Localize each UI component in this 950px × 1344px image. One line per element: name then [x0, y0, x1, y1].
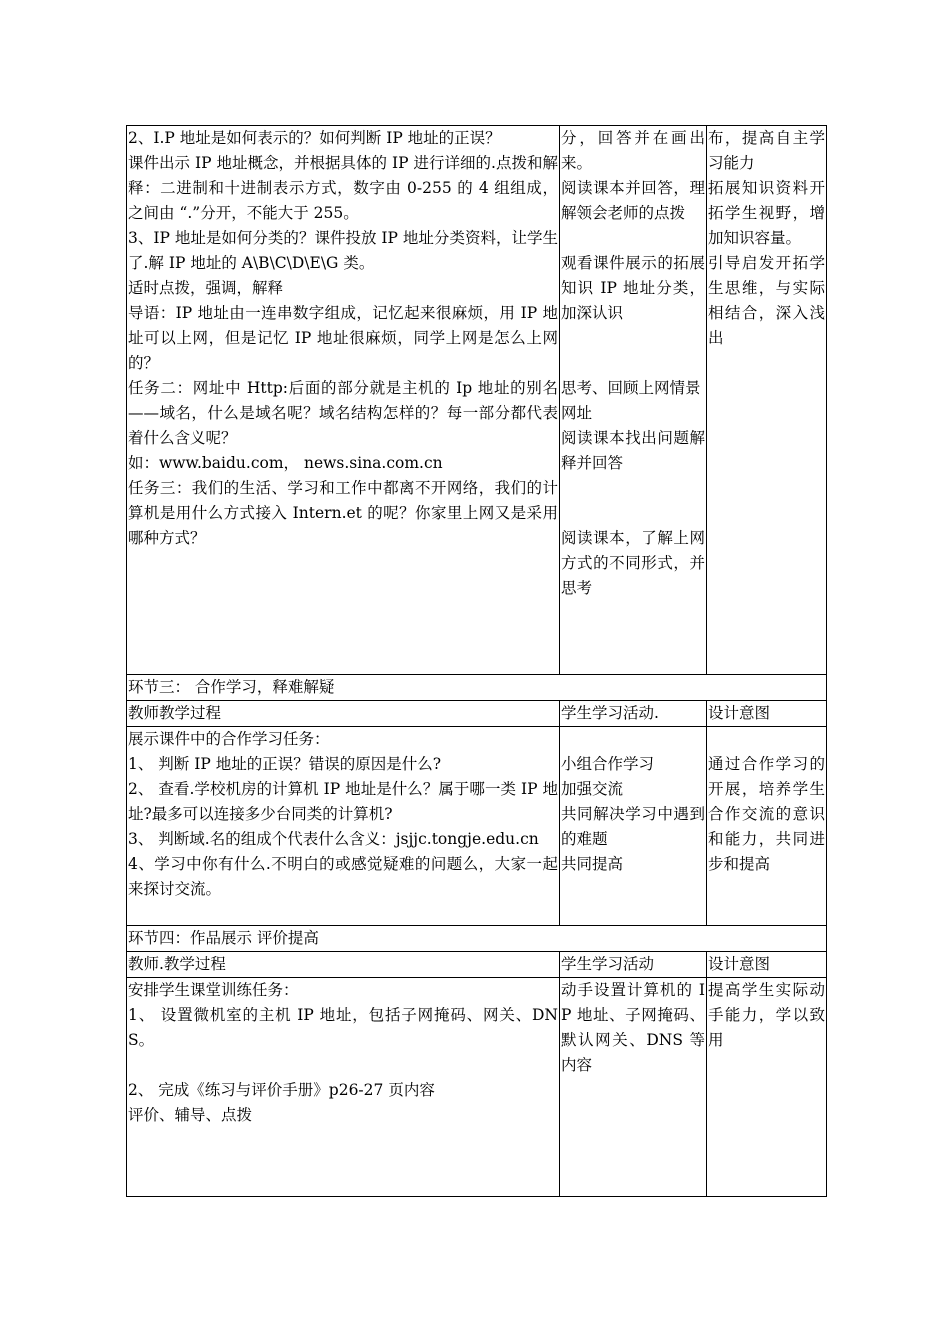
design-line: 引导启发开拓学生思维，与实际相结合，深入浅出 [708, 254, 825, 347]
section3-header-row [127, 701, 827, 727]
design-text: 提高学生实际动手能力，学以致用 [708, 981, 825, 1049]
teacher-line: 2、 完成《练习与评价手册》p26-27 页内容 [128, 1081, 435, 1099]
student-line: 网址 [561, 404, 593, 422]
column-header-design: 设计意图 [707, 952, 827, 978]
student-line: 阅读课本找出问题解释并回答 [561, 429, 705, 472]
teacher-line: 导语：IP 地址由一连串数字组成，记忆起来很麻烦，用 IP 地址可以上网，但是记忆 IP 地址很麻烦，同学上网是怎么上网的？ [128, 304, 558, 372]
design-intent-cell [707, 978, 827, 1197]
teacher-line: 任务二：网址中 Http:后面的部分就是主机的 Ip 地址的别名——域名，什么是域名呢？域名结构怎样的？每一部分都代表着什么含义呢？ [128, 379, 558, 447]
teacher-line: 安排学生课堂训练任务： [128, 981, 299, 999]
student-line: 共同提高 [561, 855, 624, 873]
design-text: 通过合作学习的开展，培养学生合作交流的意识和能力，共同进步和提高 [708, 755, 825, 873]
student-text: 动手设置计算机的 IP 地址、子网掩码、默认网关、DNS 等内容 [561, 981, 705, 1074]
teacher-line: 2、 查看.学校机房的计算机 IP 地址是什么？属于哪一类 IP 地址?最多可以连接多少台同类的计算机? [128, 780, 558, 823]
column-header-design: 设计意图 [707, 701, 827, 727]
lesson-plan-table [126, 125, 827, 1197]
student-line: 阅读课本并回答，理解领会老师的点拨 [561, 179, 705, 222]
column-header-student: 学生学习活动. [560, 701, 707, 727]
student-line: 分，回答并在画出来。 [561, 129, 705, 172]
design-line: 拓展知识资料开拓学生视野，增加知识容量。 [708, 179, 825, 247]
section3-title-row [127, 675, 827, 701]
student-line: 观看课件展示的拓展知识 IP 地址分类，加深认识 [561, 254, 705, 322]
design-intent-cell [707, 727, 827, 926]
section3-content-row [127, 727, 827, 926]
teacher-line: 课件出示 IP 地址概念，并根据具体的 IP 进行详细的.点拨和解释：二进制和十进制表示方式，数字由 0-255 的 4 组组成，之间由 “.”分开，不能大于 255。 [128, 154, 558, 222]
student-line: 共同解决学习中遇到的难题 [561, 805, 705, 848]
section4-title-row [127, 926, 827, 952]
section4-content-row [127, 978, 827, 1197]
teacher-line: 如：www.baidu.com， news.sina.com.cn [128, 454, 443, 472]
section4-header-row [127, 952, 827, 978]
teacher-line: 3、IP 地址是如何分类的？课件投放 IP 地址分类资料，让学生了.解 IP 地址的 A\B\C\D\E\G 类。 [128, 229, 558, 272]
teacher-line: 适时点拨，强调，解释 [128, 279, 284, 297]
student-activity-cell [560, 727, 707, 926]
teacher-line: 4、学习中你有什么.不明白的或感觉疑难的问题么，大家一起来探讨交流。 [128, 855, 558, 898]
column-header-student: 学生学习活动 [560, 952, 707, 978]
teacher-line: 3、 判断域.名的组成个代表什么含义：jsjjc.tongje.edu.cn [128, 830, 539, 848]
design-intent-cell [707, 126, 827, 675]
student-line: 阅读课本，了解上网方式的不同形式，并思考 [561, 529, 705, 597]
teacher-process-cell [127, 727, 560, 926]
teacher-process-cell [127, 126, 560, 675]
student-activity-cell [560, 126, 707, 675]
teacher-line: 展示课件中的合作学习任务： [128, 730, 330, 748]
design-line: 布，提高自主学习能力 [708, 129, 825, 172]
teacher-process-cell [127, 978, 560, 1197]
teacher-line: 1、 判断 IP 地址的正误？错误的原因是什么? [128, 755, 442, 773]
teacher-line: 1、 设置微机室的主机 IP 地址，包括子网掩码、网关、DNS。 [128, 1006, 558, 1049]
teacher-line: 任务三：我们的生活、学习和工作中都离不开网络，我们的计算机是用什么方式接入 Intern.et 的呢？你家里上网又是采用哪种方式？ [128, 479, 558, 547]
student-activity-cell [560, 978, 707, 1197]
student-line: 加强交流 [561, 780, 624, 798]
teacher-line: 2、I.P 地址是如何表示的？如何判断 IP 地址的正误？ [128, 129, 501, 147]
column-header-teacher: 教师.教学过程 [127, 952, 560, 978]
student-line: 小组合作学习 [561, 755, 655, 773]
section3-title: 环节三： 合作学习，释难解疑 [127, 675, 827, 701]
student-line: 思考、回顾上网情景 [561, 379, 701, 397]
column-header-teacher: 教师教学过程 [127, 701, 560, 727]
section2-content-row [127, 126, 827, 675]
section4-title: 环节四：作品展示 评价提高 [127, 926, 827, 952]
teacher-line: 评价、辅导、点拨 [128, 1106, 253, 1124]
